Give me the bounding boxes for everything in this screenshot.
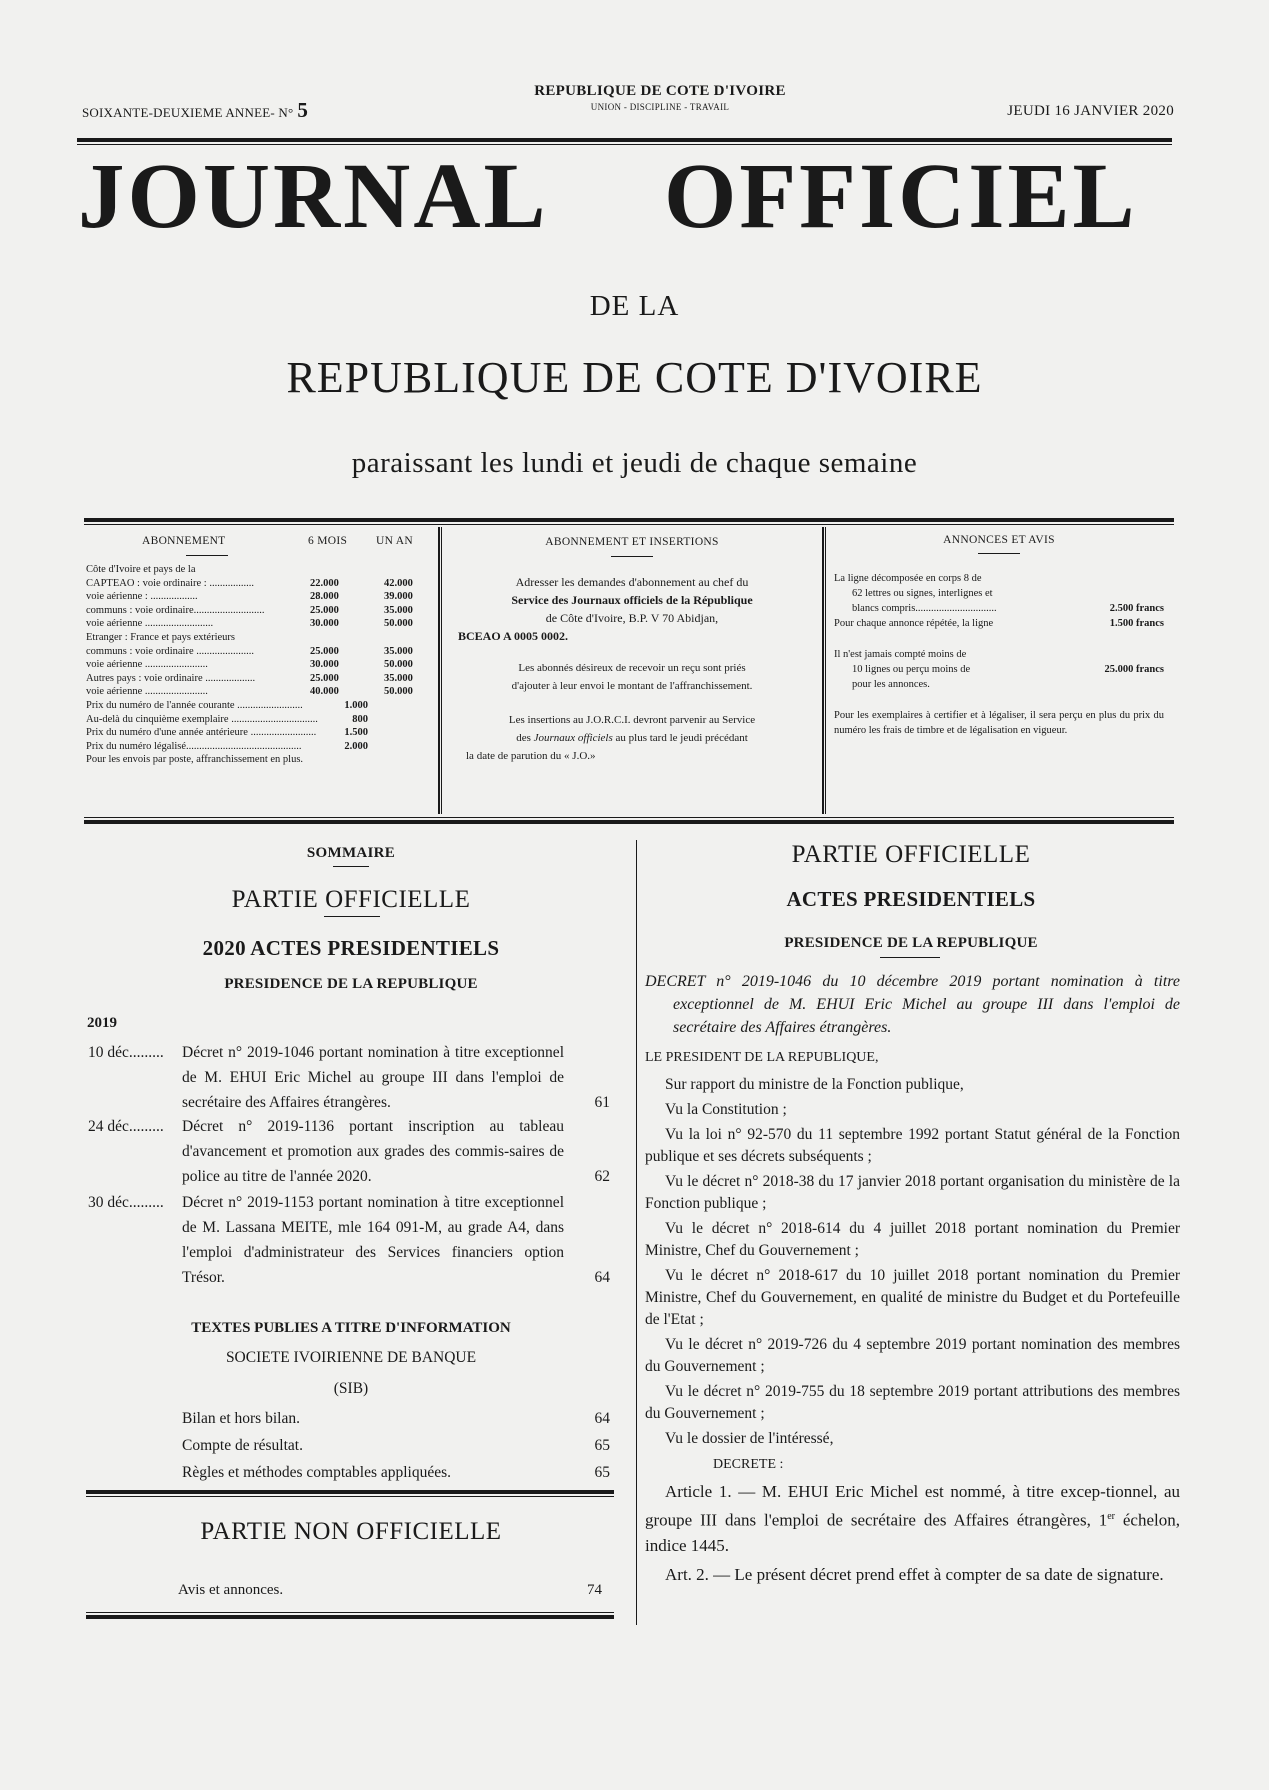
tariff-insertions-column	[458, 533, 806, 765]
annonces-heading: ANNONCES ET AVIS	[834, 533, 1164, 554]
decree-visa: Vu le dossier de l'intéressé,	[665, 1430, 834, 1447]
entry-page: 64	[594, 1269, 610, 1286]
sib-item: Règles et méthodes comptables appliquées. 65	[182, 1464, 610, 1481]
line-price: 2.500 francs	[1109, 603, 1164, 614]
tariff-row: voie aérienne .......................... 30.000 50.000	[86, 618, 413, 630]
tariff-annonces-column	[834, 533, 1164, 738]
subscription-heading: ABONNEMENT	[142, 535, 226, 547]
tariff-divider-2b	[825, 527, 826, 814]
tariff-top-rule	[84, 518, 1174, 522]
entry-page: 61	[594, 1094, 610, 1111]
partie-underline	[324, 916, 380, 917]
issue-number: 5	[297, 98, 309, 122]
price-row: Prix du numéro légalisé............................................ 2.000	[86, 740, 368, 752]
publication-frequency: paraissant les lundi et jeudi de chaque semaine	[351, 447, 918, 479]
sommaire-bottom-rule-thin	[86, 1612, 614, 1613]
sommaire-partie-officielle: PARTIE OFFICIELLE	[231, 886, 471, 913]
country-block	[480, 83, 840, 112]
decree-partie: PARTIE OFFICIELLE	[791, 841, 1031, 868]
partie-non-officielle: PARTIE NON OFFICIELLE	[200, 1518, 502, 1545]
tariff-row: Autres pays : voie ordinaire ................... 25.000 35.000	[86, 672, 413, 684]
sommaire-title: SOMMAIRE	[86, 845, 616, 867]
tariff-intro: Côte d'Ivoire et pays de la	[86, 564, 196, 575]
annonces-legalisation: Pour les exemplaires à certifier et à légaliser, il sera perçu en plus du prix du numéro les frais de timbre et de légalisation en vigueur.	[834, 710, 1164, 736]
decree-president: LE PRESIDENT DE LA REPUBLIQUE,	[645, 1050, 879, 1065]
annonces-line-prices: La ligne décomposée en corps 8 de 62 lettres ou signes, interlignes et blancs compris............................... 2.500 francs Pour chaque annonce répétée, la ligne 1.500 francs	[834, 573, 1164, 629]
tariff-row: communs : voie ordinaire........................... 25.000 35.000	[86, 604, 413, 616]
decree-visa: Vu la loi n° 92-570 du 11 septembre 1992 portant Statut général de la Fonction publique et ses décrets subséquents ;	[645, 1126, 1180, 1165]
tariff-row: voie aérienne : .................. 28.000 39.000	[86, 591, 413, 603]
sommaire-year: 2019	[87, 1015, 117, 1031]
masthead-word-1: JOURNAL	[78, 145, 549, 248]
sommaire-entry: 10 déc......... Décret n° 2019-1046 portant nomination à titre exceptionnel de M. EHUI Eric Michel au groupe III dans l'emploi de secrétaire des Affaires étrangères. 61	[88, 1040, 610, 1115]
decree-visa: Vu le décret n° 2019-755 du 18 septembre 2019 portant attributions des membres du Gouvernement ;	[645, 1383, 1180, 1422]
sommaire-bottom-rule	[86, 1615, 614, 1619]
minimum-price: 25.000 francs	[1104, 664, 1164, 675]
tariff-bottom-rule-thin	[84, 817, 1174, 818]
masthead-de-la: DE LA	[589, 290, 680, 322]
price-row: Prix du numéro d'une année antérieure ......................... 1.500	[86, 727, 368, 739]
postal-note: Pour les envois par poste, affranchissement en plus.	[86, 754, 304, 766]
insertions-heading: ABONNEMENT ET INSERTIONS	[458, 533, 806, 557]
decree-article-2: Art. 2. — Le présent décret prend effet à compter de sa date de signature.	[665, 1564, 1164, 1584]
decree-visa: Vu le décret n° 2018-617 du 10 juillet 2018 portant nomination du Premier Ministre, Chef du Gouvernement, en qualité de ministre du Budget et du Portefeuille de l'Etat ;	[645, 1267, 1180, 1328]
tariff-row: voie aérienne ........................ 40.000 50.000	[86, 686, 413, 698]
tariff-row: communs : voie ordinaire ...................... 25.000 35.000	[86, 645, 413, 657]
decree-title: DECRET n° 2019-1046 du 10 décembre 2019 portant nomination à titre exceptionnel de M. EHUI Eric Michel au groupe III dans l'emploi de secrétaire des Affaires étrangères.	[645, 973, 1180, 1036]
entry-page: 62	[594, 1168, 610, 1185]
tariff-divider-1b	[441, 527, 442, 814]
decree-actes: ACTES PRESIDENTIELS	[786, 887, 1036, 911]
decree-visa: Sur rapport du ministre de la Fonction publique,	[665, 1076, 964, 1093]
column-divider	[636, 840, 637, 1625]
insertions-deadline-note: Les insertions au J.O.R.C.I. devront parvenir au Service des Journaux officiels au plus tard le jeudi précédant la date de parution du « J.O.»	[466, 714, 756, 762]
presidence-underline	[880, 957, 940, 958]
tariff-bottom-rule	[84, 820, 1174, 824]
sib-item: Compte de résultat. 65	[182, 1437, 610, 1454]
decree-visa: Vu la Constitution ;	[665, 1101, 787, 1118]
header-rule	[77, 138, 1172, 142]
societe-acronym: (SIB)	[333, 1380, 369, 1397]
tariff-divider-2	[822, 527, 824, 814]
one-year-heading: UN AN	[376, 535, 413, 547]
decree-visa: Vu le décret n° 2019-726 du 4 septembre 2019 portant nomination des membres du Gouvernement ;	[645, 1336, 1180, 1375]
sommaire-entry: 24 déc......... Décret n° 2019-1136 portant inscription au tableau d'avancement et promotion aux grades des commis-saires de police au titre de l'année 2020. 62	[88, 1114, 610, 1189]
country-name: REPUBLIQUE DE COTE D'IVOIRE	[534, 83, 786, 99]
tariff-top-rule-thin	[84, 524, 1174, 525]
masthead-word-2: OFFICIEL	[664, 145, 1138, 248]
sib-items	[182, 1405, 610, 1486]
sommaire-actes: 2020 ACTES PRESIDENTIELS	[202, 936, 500, 960]
textes-heading: TEXTES PUBLIES A TITRE D'INFORMATION	[191, 1320, 511, 1336]
decree-article-1: Article 1. — M. EHUI Eric Michel est nommé, à titre excep-tionnel, au groupe III dans l'emploi de secrétaire des Affaires étrangères, 1er échelon, indice 1445.	[645, 1482, 1180, 1555]
sib-item: Bilan et hors bilan. 64	[182, 1410, 610, 1427]
tariff-row: CAPTEAO : voie ordinaire : ................. 22.000 42.000	[86, 577, 413, 589]
insertions-address: Adresser les demandes d'abonnement au chef du Service des Journaux officiels de la République de Côte d'Ivoire, B.P. V 70 Abidjan, BCEAO A 0005 0002.	[458, 575, 753, 643]
non-officielle-rule-thin	[86, 1496, 614, 1497]
decree-visa: Vu le décret n° 2018-38 du 17 janvier 2018 portant organisation du ministère de la Fonction publique ;	[645, 1173, 1180, 1212]
decree-presidence: PRESIDENCE DE LA REPUBLIQUE	[784, 935, 1038, 951]
decree-visa: Vu le décret n° 2018-614 du 4 juillet 2018 portant nomination du Premier Ministre, Chef du Gouvernement ;	[645, 1220, 1180, 1259]
tariff-subscription-column	[86, 535, 431, 767]
insertions-receipt-note: Les abonnés désireux de recevoir un reçu sont priés d'ajouter à leur envoi le montant de l'affranchissement.	[511, 662, 753, 692]
sommaire-presidence: PRESIDENCE DE LA REPUBLIQUE	[224, 976, 478, 992]
tariff-row: voie aérienne ........................ 30.000 50.000	[86, 659, 413, 671]
tariff-divider-1	[438, 527, 440, 814]
societe-name: SOCIETE IVOIRIENNE DE BANQUE	[225, 1349, 477, 1366]
six-months-heading: 6 MOIS	[308, 535, 348, 547]
issue-label: SOIXANTE-DEUXIEME ANNEE- N° 5	[82, 98, 309, 122]
annonces-minimum: Il n'est jamais compté moins de 10 lignes ou perçu moins de 25.000 francs pour les annonces.	[834, 649, 1164, 690]
repeat-line-price: 1.500 francs	[1109, 618, 1164, 629]
decree-decrete: DECRETE :	[713, 1457, 784, 1472]
price-row: Au-delà du cinquième exemplaire ................................. 800	[86, 713, 368, 725]
country-motto: UNION - DISCIPLINE - TRAVAIL	[590, 102, 730, 112]
masthead-republic: REPUBLIQUE DE COTE D'IVOIRE	[286, 353, 983, 402]
issue-date: JEUDI 16 JANVIER 2020	[1007, 103, 1174, 119]
decree-body	[645, 1047, 1180, 1590]
avis-entry: Avis et annonces. 74	[178, 1582, 602, 1598]
sommaire-entry: 30 déc......... Décret n° 2019-1153 portant nomination à titre exceptionnel de M. Lassana MEITE, mle 164 091-M, au grade A4, dans l'emploi d'administrateur des Services financiers option Trésor. 64	[88, 1190, 610, 1290]
non-officielle-rule	[86, 1490, 614, 1494]
tariff-etranger: Etranger : France et pays extérieurs	[86, 631, 235, 643]
heading-underline	[186, 555, 228, 556]
price-row: Prix du numéro de l'année courante ......................... 1.000	[86, 699, 368, 711]
